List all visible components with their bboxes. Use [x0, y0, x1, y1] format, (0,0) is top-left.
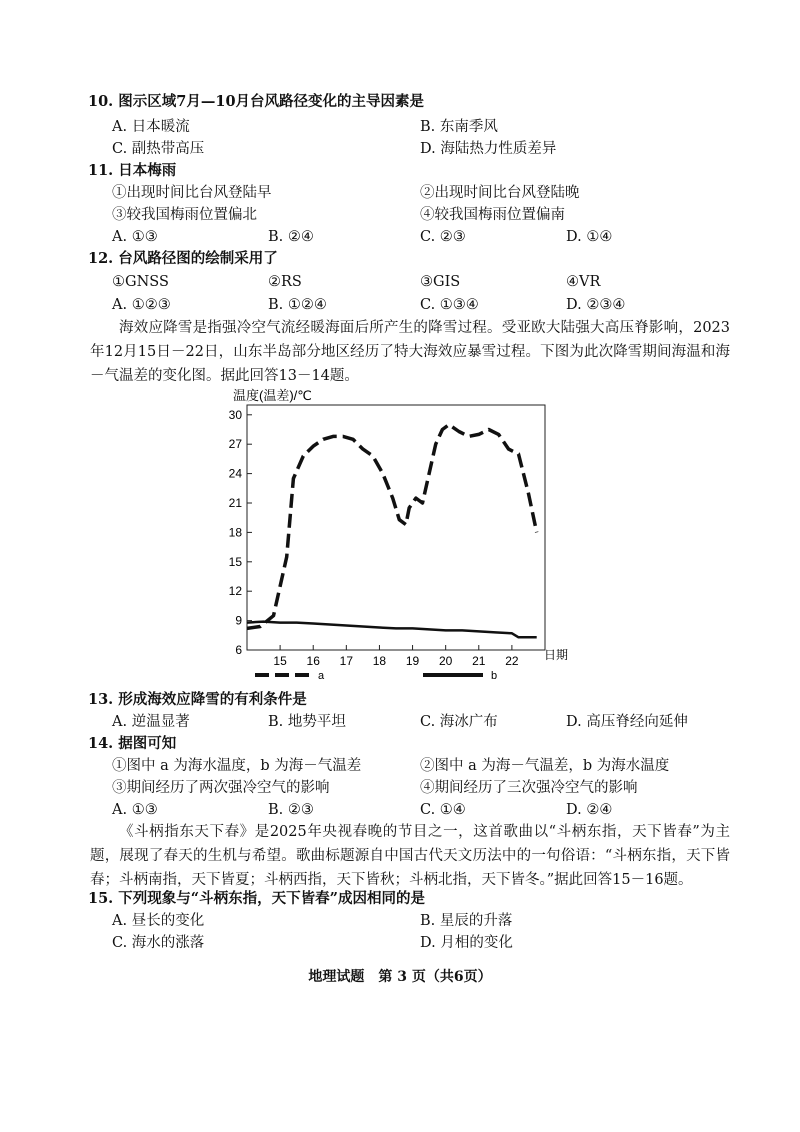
y-tick-label: 18: [228, 525, 242, 540]
y-tick-label: 24: [228, 466, 242, 481]
q13-option-d[interactable]: D. 高压脊经向延伸: [566, 714, 688, 730]
q12-option-d[interactable]: D. ②③④: [566, 297, 626, 313]
q15-option-a[interactable]: A. 昼长的变化: [112, 913, 205, 929]
y-axis-ticks: [229, 408, 252, 657]
q14-statement-2: ②图中 a 为海－气温差，b 为海水温度: [420, 758, 670, 774]
series-b-line: [247, 622, 537, 638]
page-footer: 地理试题 第 3 页（共6页）: [308, 969, 492, 985]
q12-statement-2: ②RS: [268, 274, 302, 290]
q11-option-d[interactable]: D. ①④: [566, 229, 613, 245]
x-tick-label: 16: [306, 654, 320, 668]
q10-stem: 10. 图示区域7月—10月台风路径变化的主导因素是: [88, 93, 425, 110]
q15-option-c[interactable]: C. 海水的涨落: [112, 935, 205, 951]
q11-statement-2: ②出现时间比台风登陆晚: [420, 185, 580, 201]
x-axis-ticks: [273, 645, 518, 668]
q13-option-c[interactable]: C. 海冰广布: [420, 714, 498, 730]
q12-option-a[interactable]: A. ①②③: [112, 297, 171, 313]
y-tick-label: 9: [235, 613, 242, 628]
q10-option-b[interactable]: B. 东南季风: [420, 119, 498, 135]
q15-stem: 15. 下列现象与“斗柄东指，天下皆春”成因相同的是: [88, 890, 425, 907]
q14-statement-4: ④期间经历了三次强冷空气的影响: [420, 780, 638, 796]
intro-paragraph-sea-effect-snow: [90, 316, 730, 388]
y-tick-label: 30: [228, 407, 242, 422]
temperature-chart: [215, 380, 575, 690]
y-tick-label: 21: [228, 496, 242, 510]
legend-a-label: a: [318, 670, 325, 682]
q13-option-a[interactable]: A. 逆温显著: [112, 714, 190, 730]
y-tick-label: 27: [228, 437, 242, 452]
x-tick-label: 21: [472, 654, 486, 668]
q10-option-a[interactable]: A. 日本暖流: [112, 119, 190, 135]
q12-statement-1: ①GNSS: [112, 274, 169, 290]
x-tick-label: 17: [339, 654, 354, 668]
q14-statement-3: ③期间经历了两次强冷空气的影响: [112, 780, 330, 796]
q11-option-a[interactable]: A. ①③: [112, 229, 158, 245]
legend-b-label: b: [491, 670, 498, 682]
q11-option-c[interactable]: C. ②③: [420, 229, 466, 245]
q10-option-c[interactable]: C. 副热带高压: [112, 141, 205, 157]
q13-stem: 13. 形成海效应降雪的有利条件是: [88, 691, 307, 708]
q10-option-d[interactable]: D. 海陆热力性质差异: [420, 141, 557, 157]
q11-option-b[interactable]: B. ②④: [268, 229, 314, 245]
x-tick-label: 15: [273, 654, 287, 668]
q13-option-b[interactable]: B. 地势平坦: [268, 714, 346, 730]
x-tick-label: 18: [372, 654, 387, 668]
q14-option-d[interactable]: D. ②④: [566, 802, 613, 818]
intro-paragraph-text: 海效应降雪是指强冷空气流经暖海面后所产生的降雪过程。受亚欧大陆强大高压脊影响，2023年12月15日－22日，山东半岛部分地区经历了特大海效应暴雪过程。下图为此次降雪期间海温和海－气温差的变化图。据此回答13－14题。: [90, 320, 730, 384]
q11-statement-4: ④较我国梅雨位置偏南: [420, 207, 565, 223]
q12-stem: 12. 台风路径图的绘制采用了: [88, 250, 278, 267]
chart-series: [247, 425, 537, 638]
q11-statement-3: ③较我国梅雨位置偏北: [112, 207, 257, 223]
q11-stem: 11. 日本梅雨: [88, 162, 177, 179]
q11-statement-1: ①出现时间比台风登陆早: [112, 185, 272, 201]
q14-stem: 14. 据图可知: [88, 735, 177, 752]
q14-option-b[interactable]: B. ②③: [268, 802, 314, 818]
y-tick-label: 12: [228, 584, 242, 599]
q12-statement-3: ③GIS: [420, 274, 461, 290]
q12-option-b[interactable]: B. ①②④: [268, 297, 327, 313]
chart-legend: [255, 670, 497, 682]
q14-option-a[interactable]: A. ①③: [112, 802, 158, 818]
x-tick-label: 22: [505, 654, 519, 668]
q14-option-c[interactable]: C. ①④: [420, 802, 466, 818]
intro-paragraph-text: 《斗柄指东天下春》是2025年央视春晚的节目之一，这首歌曲以“斗柄东指，天下皆春”为主题，展现了春天的生机与希望。歌曲标题源自中国古代天文历法中的一句俗语：“斗柄东指，天下皆春；斗柄南指，天下皆夏；斗柄西指，天下皆秋；斗柄北指，天下皆冬。”据此回答15－16题。: [90, 824, 730, 888]
x-tick-label: 19: [405, 654, 420, 668]
chart-frame: [247, 405, 545, 650]
x-tick-label: 20: [438, 654, 453, 668]
y-tick-label: 15: [228, 554, 242, 569]
q14-statement-1: ①图中 a 为海水温度，b 为海－气温差: [112, 758, 362, 774]
chart-xlabel: 日期: [544, 648, 569, 662]
intro-paragraph-spring-festival-song: [90, 820, 730, 892]
y-tick-label: 6: [235, 643, 242, 657]
series-a-line: [247, 425, 537, 629]
chart-ylabel: 温度(温差)/℃: [233, 388, 312, 403]
q12-statement-4: ④VR: [566, 274, 601, 290]
q15-option-d[interactable]: D. 月相的变化: [420, 935, 513, 951]
q15-option-b[interactable]: B. 星辰的升落: [420, 913, 513, 929]
q12-option-c[interactable]: C. ①③④: [420, 297, 479, 313]
